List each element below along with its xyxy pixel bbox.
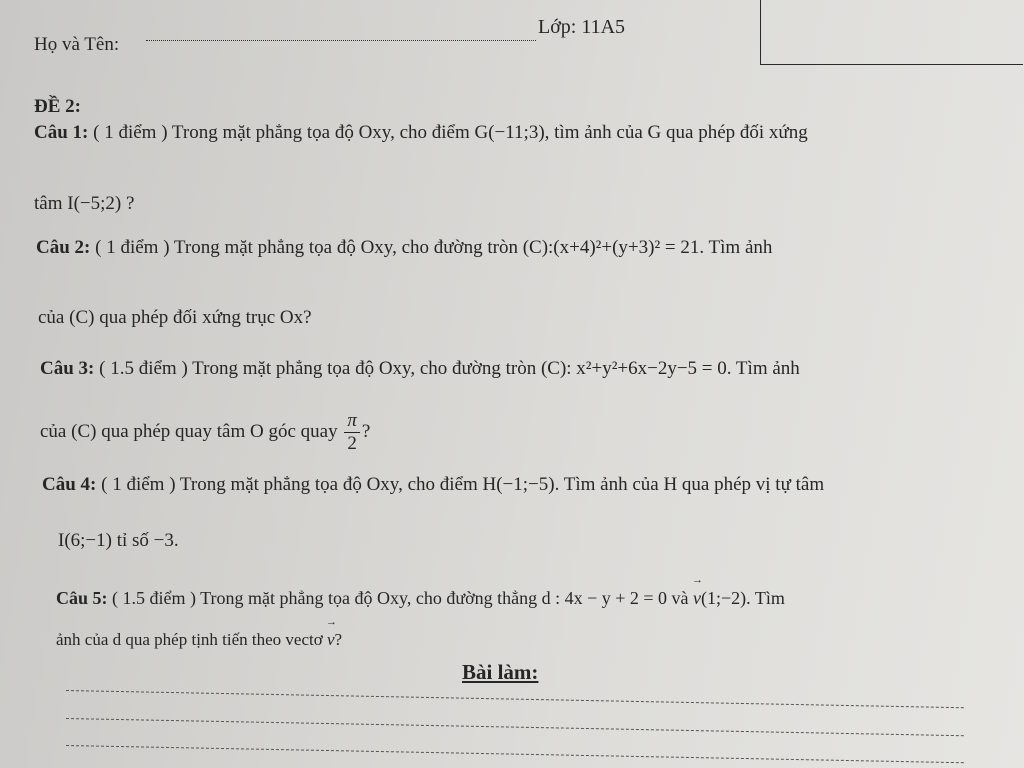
vector-v-symbol: → v xyxy=(693,588,701,608)
question-5-text: ( 1.5 điểm ) Trong mặt phẳng tọa độ Oxy, cho đường thẳng d : 4x − y + 2 = 0 và xyxy=(112,588,694,608)
question-1-label: Câu 1: xyxy=(34,122,89,143)
score-box xyxy=(760,0,1023,65)
question-3-line-2-text: của (C) qua phép quay tâm O góc quay xyxy=(40,420,338,442)
question-5-line-2 xyxy=(56,630,342,650)
question-5-text-suffix: (1;−2). Tìm xyxy=(701,588,785,608)
question-4-label: Câu 4: xyxy=(42,474,97,495)
question-1-line-2: tâm I(−5;2) ? xyxy=(34,193,135,214)
question-1-text: ( 1 điểm ) Trong mặt phẳng tọa độ Oxy, cho điểm G(−11;3), tìm ảnh của G qua phép đối xứng xyxy=(93,122,808,143)
question-5-line-2-text: ảnh của d qua phép tịnh tiến theo vectơ xyxy=(56,630,327,649)
name-label: Họ và Tên: xyxy=(34,34,120,55)
question-2-line-2: của (C) qua phép đối xứng trục Ox? xyxy=(38,307,312,328)
question-2-label: Câu 2: xyxy=(36,237,91,258)
answer-line-2 xyxy=(66,718,964,736)
question-1-line-1 xyxy=(34,122,808,144)
work-section-title: Bài làm: xyxy=(462,660,539,684)
answer-line-3 xyxy=(66,745,964,763)
question-3-line-1 xyxy=(40,358,800,380)
fraction-numerator: π xyxy=(344,410,360,433)
vector-v-symbol: → v xyxy=(327,630,335,649)
pi-over-two-fraction xyxy=(344,410,360,455)
question-4-line-2: I(6;−1) tỉ số −3. xyxy=(58,530,179,551)
class-label: Lớp: 11A5 xyxy=(538,16,626,38)
answer-line-1 xyxy=(66,690,964,708)
exam-code: ĐỀ 2: xyxy=(34,96,81,117)
fraction-denominator: 2 xyxy=(347,433,357,454)
question-5-line-1 xyxy=(56,588,785,609)
question-5-label: Câu 5: xyxy=(56,588,108,608)
name-dotted-line xyxy=(146,30,536,41)
question-3-text: ( 1.5 điểm ) Trong mặt phẳng tọa độ Oxy, cho đường tròn (C): x²+y²+6x−2y−5 = 0. Tìm ảnh xyxy=(99,358,800,379)
question-5-line-2-suffix: ? xyxy=(334,630,343,649)
question-4-text: ( 1 điểm ) Trong mặt phẳng tọa độ Oxy, cho điểm H(−1;−5). Tìm ảnh của H qua phép vị tự tâm xyxy=(101,474,825,495)
question-2-text: ( 1 điểm ) Trong mặt phẳng tọa độ Oxy, cho đường tròn (C):(x+4)²+(y+3)² = 21. Tìm ảnh xyxy=(95,237,773,258)
question-4-line-1 xyxy=(42,474,824,496)
question-2-line-1 xyxy=(36,237,772,259)
question-3-label: Câu 3: xyxy=(40,358,95,379)
question-3-line-2-suffix: ? xyxy=(361,420,371,442)
question-3-line-2 xyxy=(40,410,370,455)
